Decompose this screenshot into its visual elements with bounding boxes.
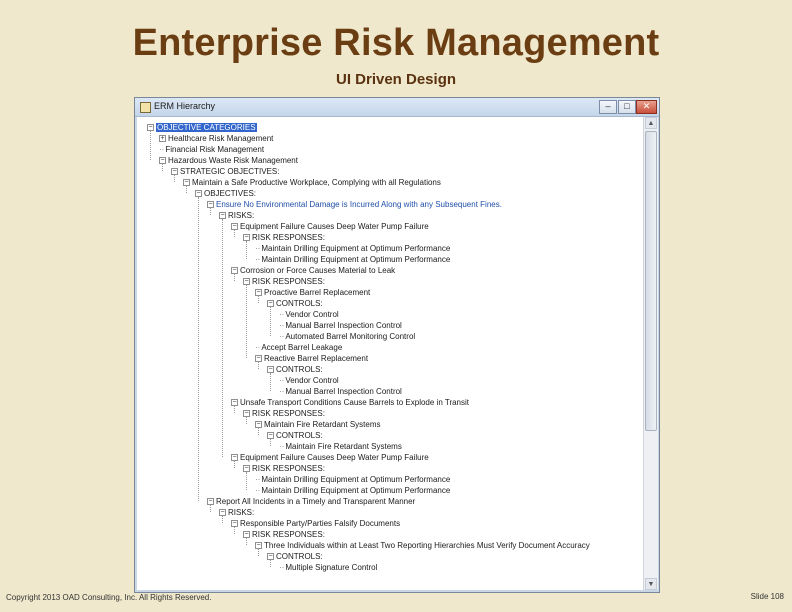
- tree-guide-line: [258, 362, 259, 369]
- tree-guide-line: [270, 373, 271, 391]
- tree-item[interactable]: [207, 496, 415, 507]
- tree-guide-line: [162, 164, 163, 171]
- collapse-icon[interactable]: −: [256, 542, 261, 550]
- tree-guide-line: [258, 296, 259, 303]
- collapse-icon[interactable]: −: [172, 168, 177, 176]
- tree-connector-icon: ··: [255, 475, 261, 484]
- tree-guide-line: [246, 472, 247, 490]
- tree-item-label: RISK RESPONSES:: [252, 277, 325, 286]
- tree-item-label: Healthcare Risk Management: [168, 134, 274, 143]
- expand-icon[interactable]: +: [160, 135, 165, 143]
- tree-guide-line: [234, 406, 235, 413]
- tree-item[interactable]: [231, 221, 429, 232]
- hierarchy-tree[interactable]: [141, 122, 631, 584]
- tree-item[interactable]: [267, 364, 323, 375]
- collapse-icon[interactable]: −: [232, 520, 237, 528]
- tree-item[interactable]: [231, 265, 395, 276]
- collapse-icon[interactable]: −: [208, 498, 213, 506]
- tree-item-label: STRATEGIC OBJECTIVES:: [180, 167, 280, 176]
- tree-item[interactable]: [243, 463, 325, 474]
- tree-item-label: Accept Barrel Leakage: [261, 343, 343, 352]
- tree-guide-line: [222, 516, 223, 523]
- collapse-icon[interactable]: −: [220, 509, 225, 517]
- tree-item-label: Multiple Signature Control: [285, 563, 378, 572]
- tree-guide-line: [270, 439, 271, 446]
- scroll-thumb[interactable]: [645, 131, 657, 431]
- vertical-scrollbar[interactable]: [643, 117, 658, 590]
- collapse-icon[interactable]: −: [244, 410, 249, 418]
- tree-item-label: RISK RESPONSES:: [252, 530, 325, 539]
- collapse-icon[interactable]: −: [184, 179, 189, 187]
- collapse-icon[interactable]: −: [256, 355, 261, 363]
- tree-item-label: Vendor Control: [285, 376, 339, 385]
- collapse-icon[interactable]: −: [232, 399, 237, 407]
- tree-item[interactable]: [279, 375, 339, 386]
- tree-item-label: Maintain a Safe Productive Workplace, Complying with all Regulations: [192, 178, 441, 187]
- tree-item[interactable]: [255, 485, 450, 496]
- collapse-icon[interactable]: −: [244, 531, 249, 539]
- tree-connector-icon: ··: [279, 563, 285, 572]
- tree-item[interactable]: [279, 562, 377, 573]
- tree-item-label: Corrosion or Force Causes Material to Leak: [240, 266, 396, 275]
- tree-item-label: Automated Barrel Monitoring Control: [285, 332, 416, 341]
- tree-item-label: Unsafe Transport Conditions Cause Barrels to Explode in Transit: [240, 398, 470, 407]
- tree-connector-icon: ··: [255, 343, 261, 352]
- window-titlebar[interactable]: [135, 98, 659, 117]
- tree-connector-icon: ··: [279, 376, 285, 385]
- tree-item[interactable]: [255, 342, 342, 353]
- tree-item[interactable]: [159, 155, 298, 166]
- erm-hierarchy-window: [134, 97, 660, 593]
- tree-item[interactable]: [255, 243, 450, 254]
- tree-item-label: Proactive Barrel Replacement: [264, 288, 371, 297]
- tree-item[interactable]: [159, 133, 273, 144]
- tree-guide-line: [258, 428, 259, 435]
- tree-guide-line: [234, 274, 235, 281]
- tree-guide-line: [258, 549, 259, 556]
- scroll-down-arrow-icon[interactable]: ▼: [645, 578, 657, 590]
- scroll-up-arrow-icon[interactable]: ▲: [645, 117, 657, 129]
- tree-item[interactable]: [255, 419, 381, 430]
- tree-item-label: Maintain Fire Retardant Systems: [285, 442, 402, 451]
- tree-item-label: Maintain Drilling Equipment at Optimum Performance: [261, 486, 451, 495]
- tree-item[interactable]: [267, 430, 323, 441]
- tree-guide-line: [234, 461, 235, 468]
- tree-item-label: Reactive Barrel Replacement: [264, 354, 369, 363]
- tree-item[interactable]: [255, 540, 590, 551]
- tree-item-label: OBJECTIVE CATEGORIES: [157, 123, 256, 132]
- tree-guide-line: [210, 505, 211, 512]
- collapse-icon[interactable]: −: [196, 190, 201, 198]
- tree-connector-icon: ··: [279, 332, 285, 341]
- collapse-icon[interactable]: −: [232, 223, 237, 231]
- tree-item-label: RISK RESPONSES:: [252, 464, 325, 473]
- collapse-icon[interactable]: −: [232, 454, 237, 462]
- tree-connector-icon: ··: [279, 442, 285, 451]
- tree-item-label: CONTROLS:: [276, 299, 323, 308]
- tree-item-label: OBJECTIVES:: [204, 189, 257, 198]
- collapse-icon[interactable]: −: [268, 432, 273, 440]
- tree-item[interactable]: [219, 507, 254, 518]
- tree-item[interactable]: [243, 276, 325, 287]
- tree-item[interactable]: [231, 452, 429, 463]
- tree-item[interactable]: [243, 232, 325, 243]
- tree-item[interactable]: [255, 353, 368, 364]
- maximize-button[interactable]: □: [618, 100, 636, 114]
- collapse-icon[interactable]: −: [208, 201, 213, 209]
- tree-item[interactable]: [279, 331, 415, 342]
- tree-item[interactable]: [159, 144, 264, 155]
- collapse-icon[interactable]: −: [220, 212, 225, 220]
- tree-item[interactable]: [279, 309, 339, 320]
- tree-item-label: Responsible Party/Parties Falsify Documents: [240, 519, 401, 528]
- tree-guide-line: [246, 417, 247, 424]
- tree-item-label: Report All Incidents in a Timely and Transparent Manner: [216, 497, 416, 506]
- slide-subtitle: UI Driven Design: [335, 71, 457, 88]
- tree-item-label: CONTROLS:: [276, 552, 323, 561]
- copyright-text: Copyright 2013 OAD Consulting, Inc. All Rights Reserved.: [6, 593, 212, 602]
- window-title: ERM Hierarchy: [154, 101, 216, 111]
- tree-item[interactable]: [267, 298, 323, 309]
- tree-guide-line: [198, 197, 199, 501]
- tree-item[interactable]: [255, 474, 450, 485]
- tree-guide-line: [270, 560, 271, 567]
- tree-item[interactable]: [219, 210, 254, 221]
- collapse-icon[interactable]: −: [268, 300, 273, 308]
- tree-item-label: Vendor Control: [285, 310, 339, 319]
- tree-guide-line: [270, 307, 271, 336]
- tree-connector-icon: ··: [279, 321, 285, 330]
- tree-item[interactable]: [279, 386, 402, 397]
- collapse-icon[interactable]: −: [256, 421, 261, 429]
- tree-item-label: Financial Risk Management: [165, 145, 265, 154]
- tree-item[interactable]: [147, 122, 257, 133]
- tree-item-label: Maintain Drilling Equipment at Optimum Performance: [261, 255, 451, 264]
- tree-item-label: Hazardous Waste Risk Management: [168, 156, 298, 165]
- tree-item-label: Manual Barrel Inspection Control: [285, 321, 402, 330]
- tree-item-label: Equipment Failure Causes Deep Water Pump Failure: [240, 453, 429, 462]
- slide-title: Enterprise Risk Management: [132, 22, 660, 64]
- tree-item-label: RISK RESPONSES:: [252, 409, 325, 418]
- tree-guide-line: [222, 219, 223, 457]
- tree-item-label: Maintain Drilling Equipment at Optimum Performance: [261, 244, 451, 253]
- collapse-icon[interactable]: −: [244, 465, 249, 473]
- tree-connector-icon: ··: [279, 387, 285, 396]
- tree-guide-line: [174, 175, 175, 182]
- tree-item[interactable]: [255, 254, 450, 265]
- tree-item-label: Maintain Drilling Equipment at Optimum Performance: [261, 475, 451, 484]
- collapse-icon[interactable]: −: [148, 124, 153, 132]
- tree-guide-line: [246, 538, 247, 545]
- close-button[interactable]: ✕: [636, 100, 657, 114]
- collapse-icon[interactable]: −: [256, 289, 261, 297]
- tree-connector-icon: ··: [255, 255, 261, 264]
- tree-guide-line: [210, 208, 211, 215]
- collapse-icon[interactable]: −: [244, 234, 249, 242]
- tree-connector-icon: ··: [255, 244, 261, 253]
- collapse-icon[interactable]: −: [160, 157, 165, 165]
- tree-item-label: Maintain Fire Retardant Systems: [264, 420, 381, 429]
- tree-guide-line: [186, 186, 187, 193]
- tree-item[interactable]: [183, 177, 441, 188]
- tree-connector-icon: ··: [279, 310, 285, 319]
- tree-item-label: RISKS:: [228, 211, 255, 220]
- tree-item-label: CONTROLS:: [276, 365, 323, 374]
- tree-item[interactable]: [243, 408, 325, 419]
- collapse-icon[interactable]: −: [232, 267, 237, 275]
- tree-item-label: RISK RESPONSES:: [252, 233, 325, 242]
- slide-number: Slide 108: [750, 592, 784, 601]
- tree-item-label: Three Individuals within at Least Two Reporting Hierarchies Must Verify Document Accuracy: [264, 541, 590, 550]
- tree-guide-line: [246, 285, 247, 358]
- collapse-icon[interactable]: −: [244, 278, 249, 286]
- tree-connector-icon: ··: [159, 145, 165, 154]
- collapse-icon[interactable]: −: [268, 366, 273, 374]
- tree-item[interactable]: [267, 551, 323, 562]
- tree-item[interactable]: [171, 166, 279, 177]
- collapse-icon[interactable]: −: [268, 553, 273, 561]
- tree-item-label: Ensure No Environmental Damage is Incurred Along with any Subsequent Fines.: [216, 200, 502, 209]
- app-icon: [140, 102, 151, 113]
- minimize-button[interactable]: –: [599, 100, 617, 114]
- tree-guide-line: [150, 131, 151, 160]
- tree-connector-icon: ··: [255, 486, 261, 495]
- tree-guide-line: [246, 241, 247, 259]
- tree-item-label: Equipment Failure Causes Deep Water Pump Failure: [240, 222, 429, 231]
- tree-item[interactable]: [279, 441, 402, 452]
- tree-item[interactable]: [231, 397, 469, 408]
- tree-item[interactable]: [243, 529, 325, 540]
- tree-guide-line: [234, 230, 235, 237]
- tree-item[interactable]: [255, 287, 370, 298]
- tree-item[interactable]: [207, 199, 502, 210]
- tree-item[interactable]: [279, 320, 402, 331]
- tree-item[interactable]: [231, 518, 400, 529]
- tree-item-label: Manual Barrel Inspection Control: [285, 387, 402, 396]
- tree-item-label: RISKS:: [228, 508, 255, 517]
- tree-guide-line: [234, 527, 235, 534]
- tree-item[interactable]: [195, 188, 256, 199]
- tree-item-label: CONTROLS:: [276, 431, 323, 440]
